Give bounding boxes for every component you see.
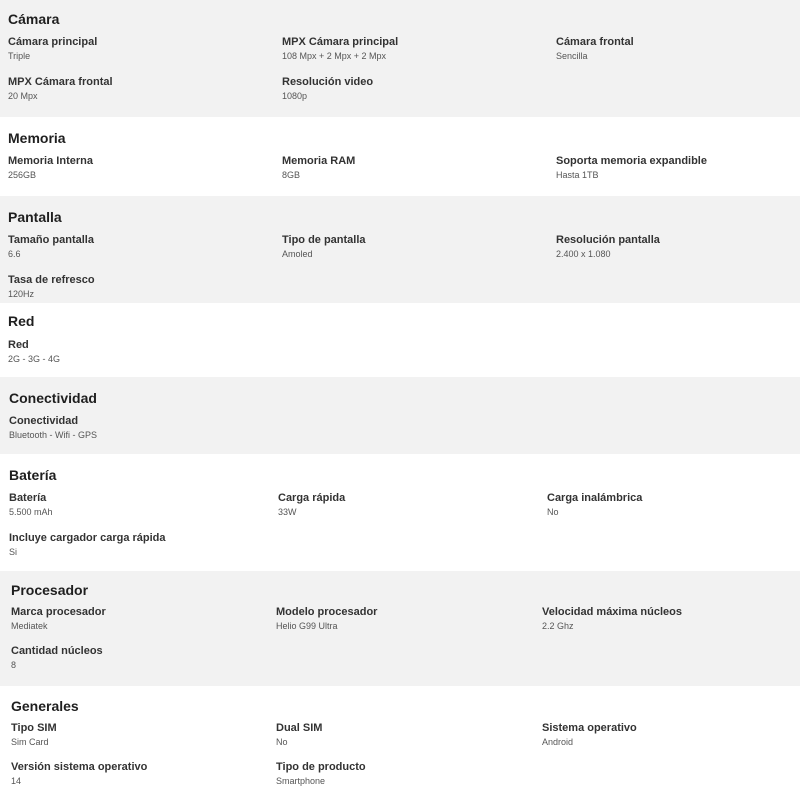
- spec-velocidad-nucleos: [542, 605, 682, 632]
- spec-label: Modelo procesador: [276, 606, 378, 618]
- spec-value: No: [276, 737, 288, 747]
- spec-label: Tipo de pantalla: [282, 234, 366, 246]
- spec-value: Triple: [8, 51, 31, 61]
- spec-label: Resolución pantalla: [556, 234, 660, 246]
- spec-label: MPX Cámara principal: [282, 36, 399, 48]
- spec-value: Sim Card: [11, 737, 49, 747]
- section-title: Procesador: [11, 582, 89, 598]
- spec-label: Marca procesador: [11, 606, 106, 618]
- spec-label: MPX Cámara frontal: [8, 76, 113, 88]
- spec-value: Si: [9, 547, 18, 557]
- spec-label: Conectividad: [9, 415, 79, 427]
- spec-marca-procesador: [11, 605, 106, 632]
- spec-memoria-interna: [8, 154, 93, 181]
- spec-value: 20 Mpx: [8, 91, 38, 101]
- spec-value: 2G - 3G - 4G: [8, 354, 61, 364]
- spec-tipo-sim: [11, 721, 57, 748]
- section-title: Conectividad: [9, 390, 97, 406]
- spec-label: Versión sistema operativo: [11, 761, 148, 773]
- spec-value: Bluetooth - Wifi - GPS: [9, 430, 98, 440]
- spec-label: Carga rápida: [278, 492, 346, 504]
- spec-camara-frontal: [556, 35, 634, 62]
- spec-value: 33W: [278, 507, 297, 517]
- spec-label: Tasa de refresco: [8, 274, 95, 286]
- spec-memoria-expandible: [556, 154, 707, 181]
- spec-value: Mediatek: [11, 621, 48, 631]
- spec-red: [8, 338, 60, 365]
- spec-value: Android: [542, 737, 574, 747]
- spec-value: 1080p: [282, 91, 308, 101]
- spec-value: Smartphone: [276, 776, 326, 786]
- section-conectividad: [0, 377, 800, 454]
- spec-value: 8: [11, 660, 17, 670]
- spec-value: 108 Mpx + 2 Mpx + 2 Mpx: [282, 51, 387, 61]
- spec-sistema-operativo: [542, 721, 637, 748]
- spec-value: Helio G99 Ultra: [276, 621, 338, 631]
- spec-carga-rapida: [278, 491, 345, 518]
- section-title: Cámara: [8, 11, 60, 27]
- spec-label: Red: [8, 339, 29, 351]
- spec-label: Dual SIM: [276, 722, 323, 734]
- section-procesador: [0, 571, 800, 686]
- spec-tipo-producto: [276, 760, 366, 787]
- section-title: Generales: [11, 698, 79, 714]
- spec-version-sistema-operativo: [11, 760, 147, 787]
- section-title: Pantalla: [8, 209, 62, 225]
- spec-label: Resolución video: [282, 76, 374, 88]
- spec-value: 5.500 mAh: [9, 507, 53, 517]
- section-red: [0, 303, 800, 377]
- spec-value: Sencilla: [556, 51, 588, 61]
- spec-label: Soporta memoria expandible: [556, 155, 707, 167]
- spec-bateria: [9, 491, 53, 518]
- spec-label: Cantidad núcleos: [11, 645, 103, 657]
- spec-label: Tipo de producto: [276, 761, 366, 773]
- spec-label: Tamaño pantalla: [8, 234, 94, 246]
- spec-label: Sistema operativo: [542, 722, 637, 734]
- section-generales: [0, 686, 800, 800]
- spec-label: Cámara frontal: [556, 36, 634, 48]
- spec-value: 8GB: [282, 170, 301, 180]
- spec-tamano-pantalla: [8, 233, 94, 260]
- spec-resolucion-pantalla: [556, 233, 660, 260]
- spec-mpx-camara-principal: [282, 35, 398, 62]
- spec-value: 14: [11, 776, 22, 786]
- spec-label: Batería: [9, 492, 47, 504]
- spec-carga-inalambrica: [547, 491, 642, 518]
- spec-label: Memoria Interna: [8, 155, 93, 167]
- spec-value: 2.2 Ghz: [542, 621, 574, 631]
- spec-value: 2.400 x 1.080: [556, 249, 611, 259]
- spec-label: Memoria RAM: [282, 155, 356, 167]
- section-memoria: [0, 117, 800, 196]
- spec-value: 256GB: [8, 170, 37, 180]
- spec-label: Cámara principal: [8, 36, 98, 48]
- spec-resolucion-video: [282, 75, 373, 102]
- spec-mpx-camara-frontal: [8, 75, 113, 102]
- spec-label: Incluye cargador carga rápida: [9, 532, 166, 544]
- spec-value: No: [547, 507, 559, 517]
- section-title: Red: [8, 313, 35, 329]
- section-title: Batería: [9, 467, 57, 483]
- spec-label: Carga inalámbrica: [547, 492, 643, 504]
- spec-modelo-procesador: [276, 605, 377, 632]
- spec-value: 6.6: [8, 249, 21, 259]
- spec-value: Hasta 1TB: [556, 170, 599, 180]
- spec-camara-principal: [8, 35, 97, 62]
- spec-memoria-ram: [282, 154, 355, 181]
- spec-cantidad-nucleos: [11, 644, 103, 671]
- spec-conectividad: [9, 414, 97, 441]
- spec-value: Amoled: [282, 249, 313, 259]
- section-bateria: [0, 454, 800, 571]
- spec-value: 120Hz: [8, 289, 35, 299]
- section-pantalla: [0, 196, 800, 303]
- section-title: Memoria: [8, 130, 66, 146]
- spec-tasa-refresco: [8, 273, 95, 300]
- spec-label: Tipo SIM: [11, 722, 57, 734]
- spec-tipo-pantalla: [282, 233, 366, 260]
- spec-dual-sim: [276, 721, 322, 748]
- spec-label: Velocidad máxima núcleos: [542, 606, 683, 618]
- section-camara: [0, 0, 800, 117]
- spec-cargador-carga-rapida: [9, 531, 166, 558]
